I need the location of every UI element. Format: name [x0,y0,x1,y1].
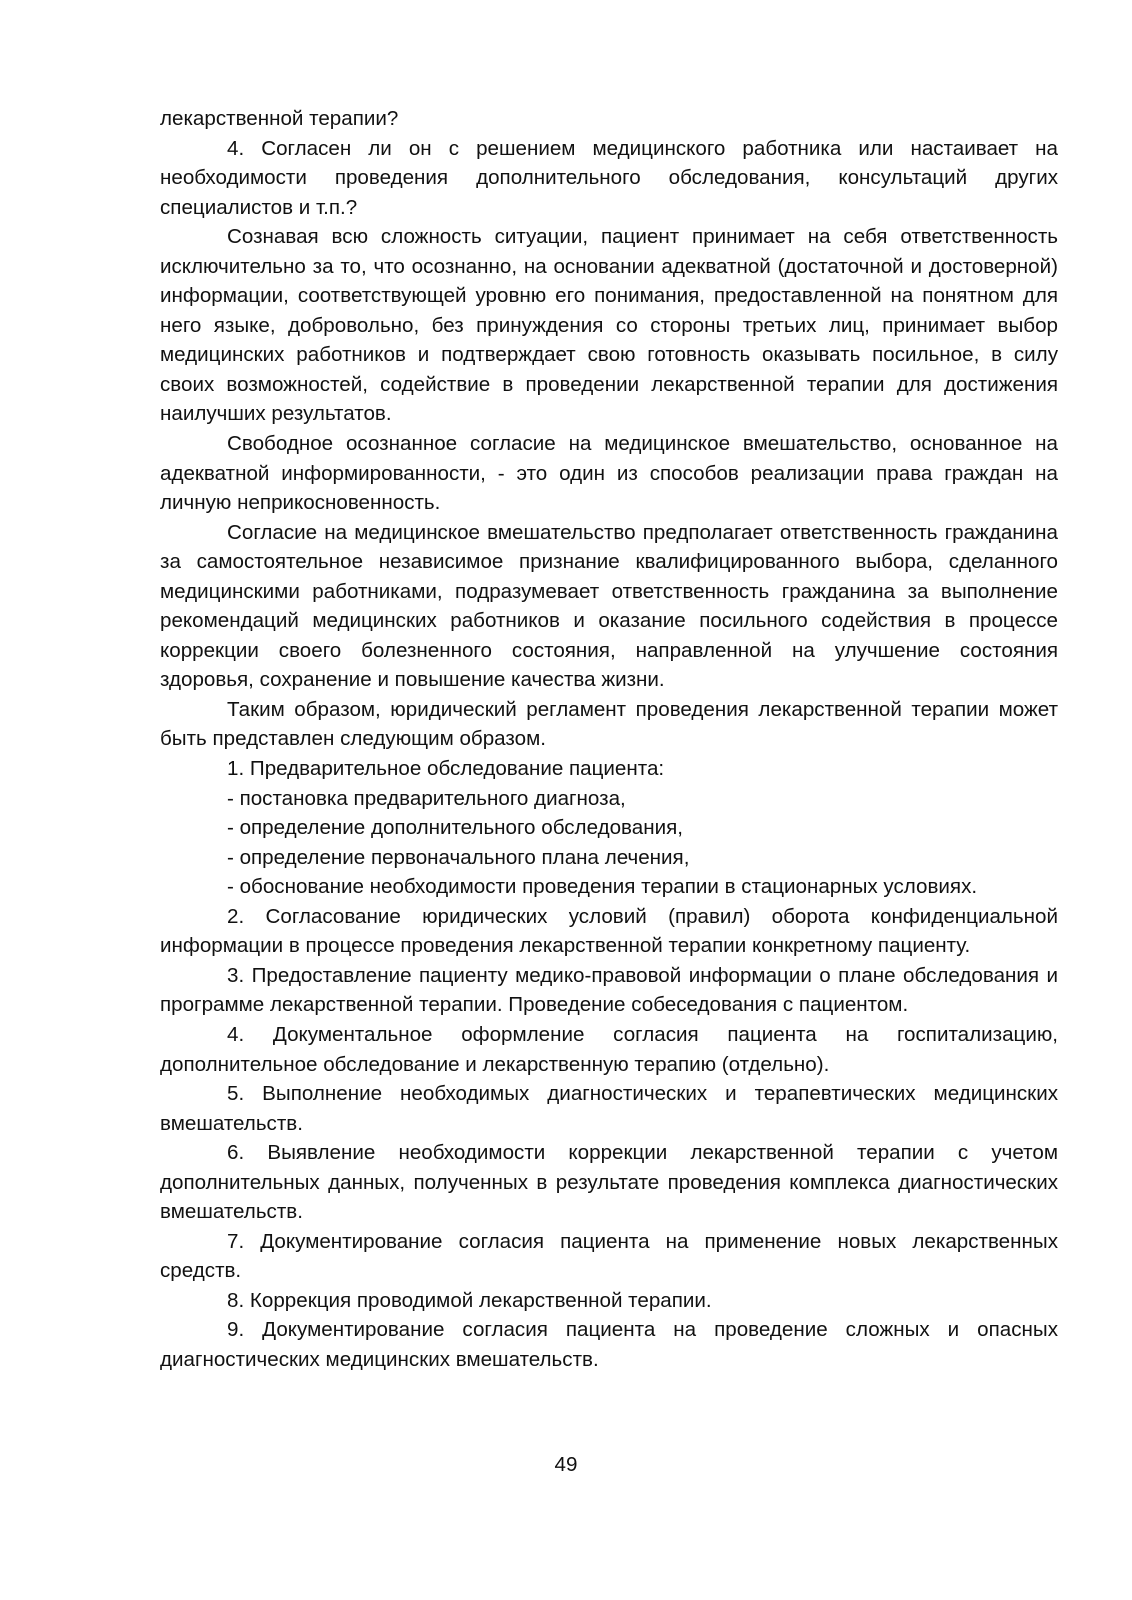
question-item-4: 4. Согласен ли он с решением медицинского работника или настаивает на необходимости проведения дополнительного обследования, консультаций других специалистов и т.п.? [160,136,1058,219]
paragraph-patient-responsibility: Сознавая всю сложность ситуации, пациент принимает на себя ответственность исключительно за то, что осознанно, на основании адекватной (достаточной и достоверной) информации, соответствующей уровню его понимания, предоставленной на понятном для него языке, добровольно, без принуждения со стороны третьих лиц, принимает выбор медицинских работников и подтверждает свою готовность оказывать посильное, в силу своих возможностей, содействие в проведении лекарственной терапии для достижения наилучших результатов. [160,225,1058,426]
list-item-7: 7. Документирование согласия пациента на применение новых лекарственных средств. [160,1229,1058,1283]
list-item-6: 6. Выявление необходимости коррекции лекарственной терапии с учетом дополнительных данных, полученных в результате проведения комплекса диагностических вмешательств. [160,1141,1058,1224]
paragraph-continuation: лекарственной терапии? [160,107,399,130]
sub-item-inpatient: - обоснование необходимости проведения терапии в стационарных условиях. [227,875,978,899]
page-number: 49 [554,1453,578,1476]
list-item-5: 5. Выполнение необходимых диагностических и терапевтических медицинских вмешательств. [160,1082,1058,1135]
page-body [160,104,1058,1375]
sub-item-treatment-plan: - определение первоначального плана лечения, [227,845,690,869]
sub-item-diagnosis: - постановка предварительного диагноза, [227,786,626,810]
list-item-4: 4. Документальное оформление согласия пациента на госпитализацию, дополнительное обследование и лекарственную терапию (отдельно). [160,1022,1058,1076]
list-item-2: 2. Согласование юридических условий (правил) оборота конфиденциальной информации в процессе проведения лекарственной терапии конкретному пациенту. [160,904,1058,958]
paragraph-regulation-intro: Таким образом, юридический регламент проведения лекарственной терапии может быть представлен следующим образом. [160,697,1058,751]
list-item-1: 1. Предварительное обследование пациента: [227,757,665,781]
list-item-3: 3. Предоставление пациенту медико-правовой информации о плане обследования и программе лекарственной терапии. Проведение собеседования с пациентом. [160,963,1058,1017]
list-item-9: 9. Документирование согласия пациента на проведение сложных и опасных диагностических медицинских вмешательств. [160,1318,1058,1371]
paragraph-consent-responsibility: Согласие на медицинское вмешательство предполагает ответственность гражданина за самостоятельное независимое признание квалифицированного выбора, сделанного медицинскими работниками, подразумевает ответственность гражданина за выполнение рекомендаций медицинских работников и оказание посильного содействия в процессе коррекции своего болезненного состояния, направленной на улучшение состояния здоровья, сохранение и повышение качества жизни. [160,520,1058,692]
sub-item-examination: - определение дополнительного обследования, [227,816,683,840]
paragraph-informed-consent: Свободное осознанное согласие на медицинское вмешательство, основанное на адекватной информированности, - это один из способов реализации права граждан на личную неприкосновенность. [160,432,1058,515]
list-item-8: 8. Коррекция проводимой лекарственной терапии. [227,1288,712,1312]
